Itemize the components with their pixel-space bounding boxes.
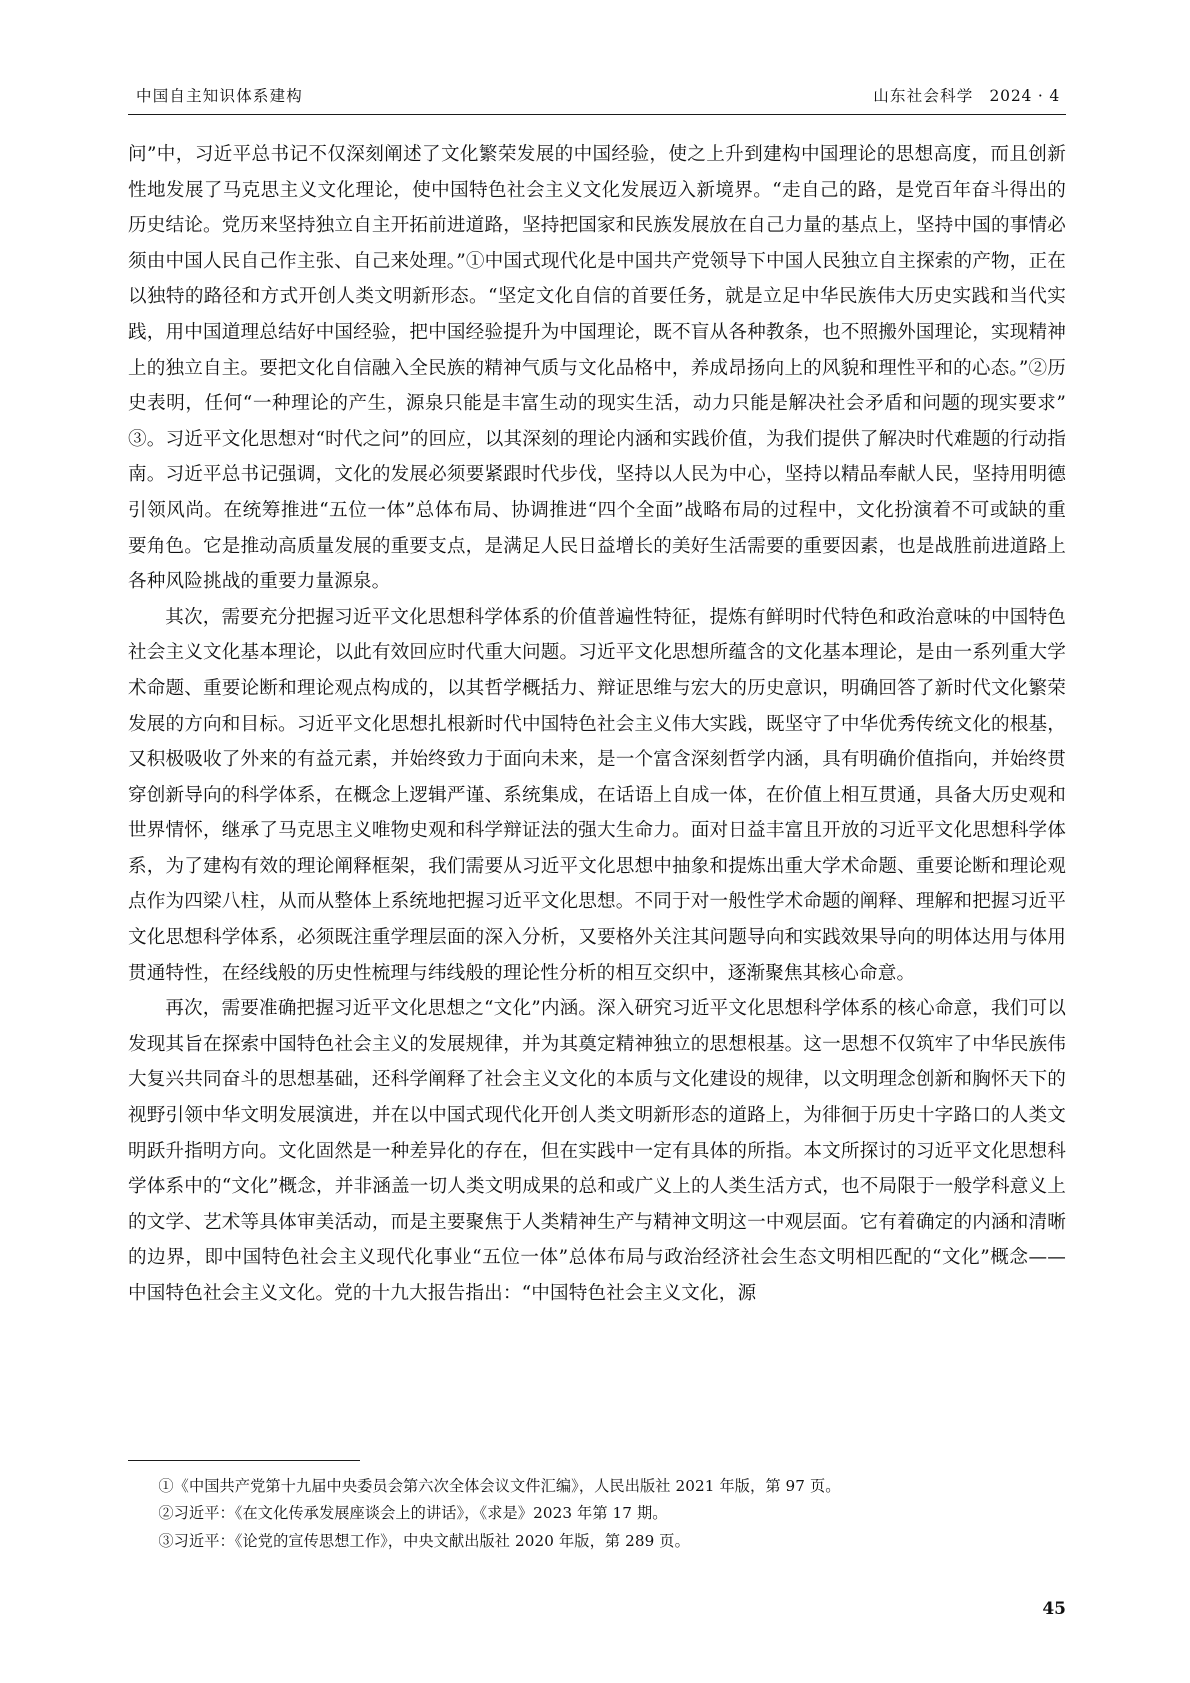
- running-head-section-title: 中国自主知识体系建构: [136, 87, 304, 105]
- page-number: 45: [1042, 1599, 1066, 1619]
- footnote-item: ①《中国共产党第十九届中央委员会第六次全体会议文件汇编》，人民出版社 2021 年版，第 97 页。: [158, 1476, 841, 1495]
- footnote-item: ③习近平：《论党的宣传思想工作》，中央文献出版社 2020 年版，第 289 页。: [158, 1531, 690, 1550]
- footnote-area: [128, 1460, 1066, 1556]
- running-head: [128, 84, 1066, 115]
- journal-issue: 2024 · 4: [989, 87, 1060, 105]
- paragraph-second-point: 其次，需要充分把握习近平文化思想科学体系的价值普遍性特征，提炼有鲜明时代特色和政治意味的中国特色社会主义文化基本理论，以此有效回应时代重大问题。习近平文化思想所蕴含的文化基本理论，是由一系列重大学术命题、重要论断和理论观点构成的，以其哲学概括力、辩证思维与宏大的历史意识，明确回答了新时代文化繁荣发展的方向和目标。习近平文化思想扎根新时代中国特色社会主义伟大实践，既坚守了中华优秀传统文化的根基，又积极吸收了外来的有益元素，并始终致力于面向未来，是一个富含深刻哲学内涵，具有明确价值指向，并始终贯穿创新导向的科学体系，在概念上逻辑严谨、系统集成，在话语上自成一体，在价值上相互贯通，具备大历史观和世界情怀，继承了马克思主义唯物史观和科学辩证法的强大生命力。面对日益丰富且开放的习近平文化思想科学体系，为了建构有效的理论阐释框架，我们需要从习近平文化思想中抽象和提炼出重大学术命题、重要论断和理论观点作为四梁八柱，从而从整体上系统地把握习近平文化思想。不同于对一般性学术命题的阐释、理解和把握习近平文化思想科学体系，必须既注重学理层面的深入分析，又要格外关注其问题导向和实践效果导向的明体达用与体用贯通特性，在经线般的历史性梳理与纬线般的理论性分析的相互交织中，逐渐聚焦其核心命意。: [128, 606, 1066, 984]
- footnote-item: ②习近平：《在文化传承发展座谈会上的讲话》，《求是》2023 年第 17 期。: [158, 1504, 668, 1522]
- journal-name: 山东社会科学: [873, 87, 974, 105]
- paragraph-continuation: 问”中，习近平总书记不仅深刻阐述了文化繁荣发展的中国经验，使之上升到建构中国理论的思想高度，而且创新性地发展了马克思主义文化理论，使中国特色社会主义文化发展迈入新境界。“走自己的路，是党百年奋斗得出的历史结论。党历来坚持独立自主开拓前进道路，坚持把国家和民族发展放在自己力量的基点上，坚持中国的事情必须由中国人民自己作主张、自己来处理。”①中国式现代化是中国共产党领导下中国人民独立自主探索的产物，正在以独特的路径和方式开创人类文明新形态。“坚定文化自信的首要任务，就是立足中华民族伟大历史实践和当代实践，用中国道理总结好中国经验，把中国经验提升为中国理论，既不盲从各种教条，也不照搬外国理论，实现精神上的独立自主。要把文化自信融入全民族的精神气质与文化品格中，养成昂扬向上的风貌和理性平和的心态。”②历史表明，任何“一种理论的产生，源泉只能是丰富生动的现实生活，动力只能是解决社会矛盾和问题的现实要求”③。习近平文化思想对“时代之问”的回应，以其深刻的理论内涵和实践价值，为我们提供了解决时代难题的行动指南。习近平总书记强调，文化的发展必须要紧跟时代步伐，坚持以人民为中心，坚持以精品奉献人民，坚持用明德引领风尚。在统筹推进“五位一体”总体布局、协调推进“四个全面”战略布局的过程中，文化扮演着不可或缺的重要角色。它是推动高质量发展的重要支点，是满足人民日益增长的美好生活需要的重要因素，也是战胜前进道路上各种风险挑战的重要力量源泉。: [128, 144, 1066, 593]
- article-body: [128, 137, 1066, 1312]
- footnote-separator-rule: [128, 1460, 360, 1461]
- footnote-list: [128, 1473, 1066, 1556]
- running-head-journal-info: [873, 84, 1060, 106]
- paragraph-third-point: 再次，需要准确把握习近平文化思想之“文化”内涵。深入研究习近平文化思想科学体系的核心命意，我们可以发现其旨在探索中国特色社会主义的发展规律，并为其奠定精神独立的思想根基。这一思想不仅筑牢了中华民族伟大复兴共同奋斗的思想基础，还科学阐释了社会主义文化的本质与文化建设的规律，以文明理念创新和胸怀天下的视野引领中华文明发展演进，并在以中国式现代化开创人类文明新形态的道路上，为徘徊于历史十字路口的人类文明跃升指明方向。文化固然是一种差异化的存在，但在实践中一定有具体的所指。本文所探讨的习近平文化思想科学体系中的“文化”概念，并非涵盖一切人类文明成果的总和或广义上的人类生活方式，也不局限于一般学科意义上的文学、艺术等具体审美活动，而是主要聚焦于人类精神生产与精神文明这一中观层面。它有着确定的内涵和清晰的边界，即中国特色社会主义现代化事业“五位一体”总体布局与政治经济社会生态文明相匹配的“文化”概念——中国特色社会主义文化。党的十九大报告指出：“中国特色社会主义文化，源: [128, 998, 1066, 1304]
